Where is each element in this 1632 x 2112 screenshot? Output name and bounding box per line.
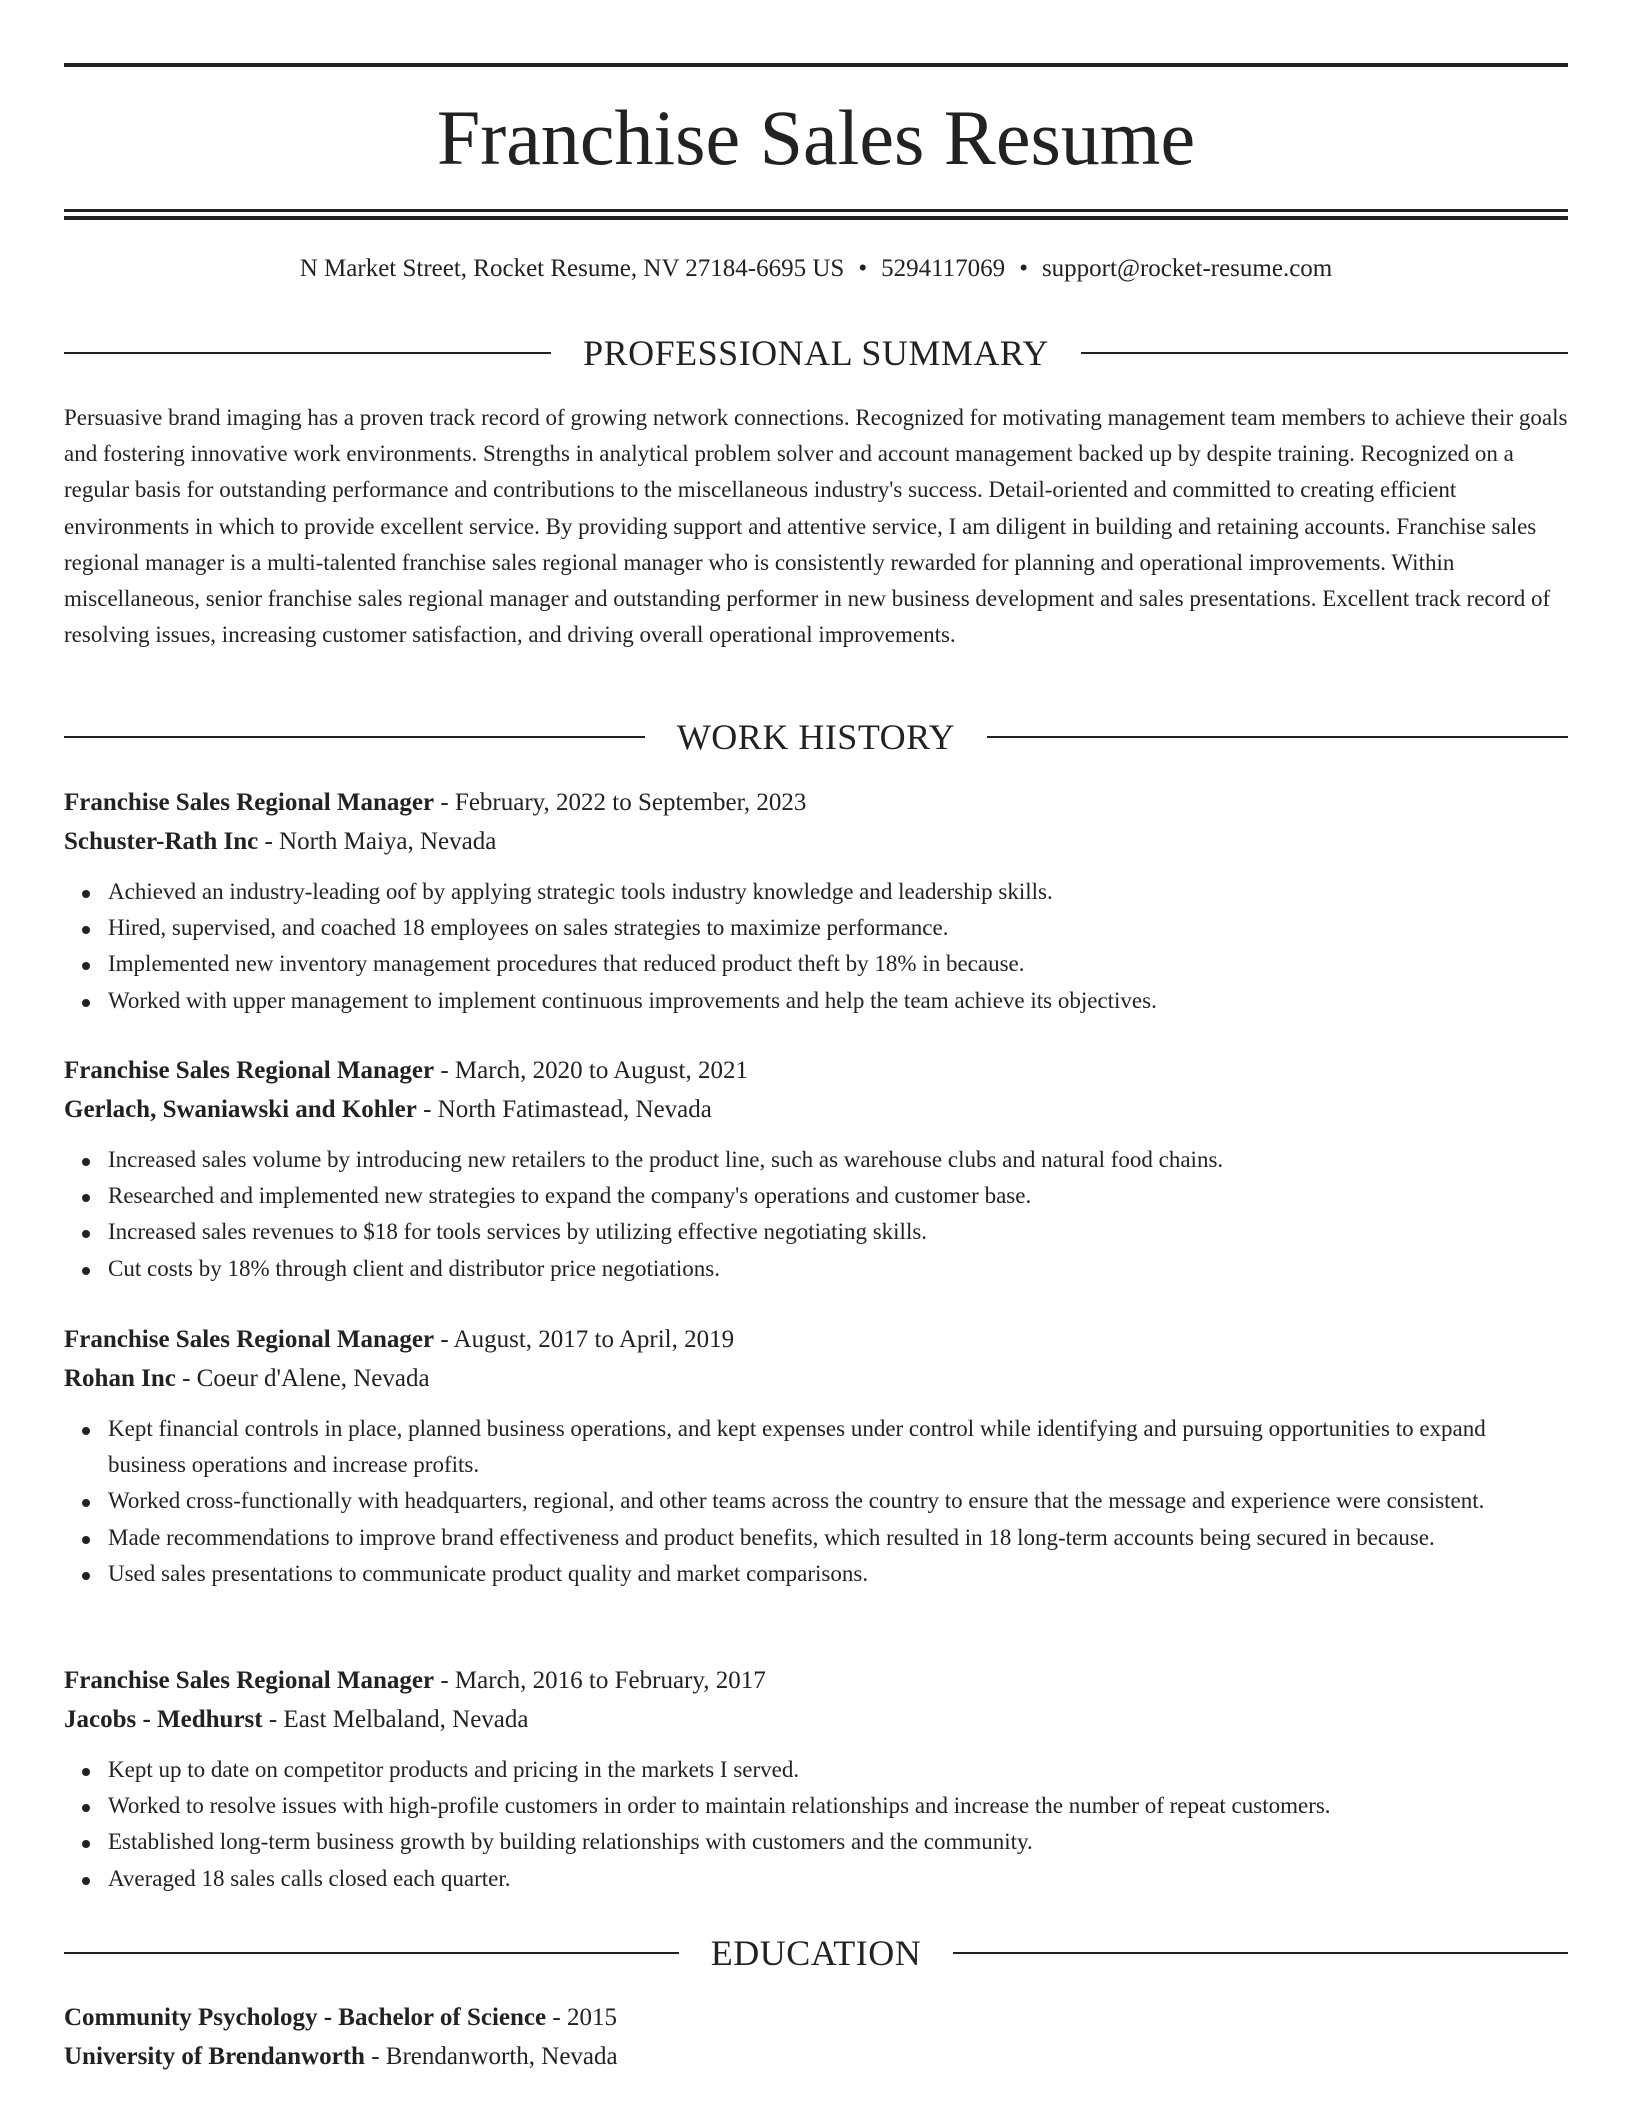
job-bullet: Increased sales volume by introducing new retailers to the product line, such as warehouse clubs and natural food chains.	[108, 1142, 1568, 1178]
job-bullets	[64, 874, 1568, 1019]
job-location: - East Melbaland, Nevada	[268, 1706, 529, 1733]
job-title: Franchise Sales Regional Manager	[64, 789, 435, 816]
job-title-line	[64, 783, 1568, 822]
job-entry-1	[64, 783, 1568, 1019]
heading-rule-right	[953, 1952, 1568, 1954]
education-school-line	[64, 2037, 1568, 2076]
job-bullet: Established long-term business growth by building relationships with customers and the community.	[108, 1824, 1568, 1860]
job-title-line	[64, 1320, 1568, 1359]
contact-separator: •	[858, 255, 868, 282]
job-entry-3	[64, 1320, 1568, 1592]
title-double-rule-upper	[64, 209, 1568, 212]
job-location: - North Maiya, Nevada	[264, 828, 497, 855]
job-bullet: Increased sales revenues to $18 for tools services by utilizing effective negotiating skills.	[108, 1214, 1568, 1250]
job-bullet: Kept up to date on competitor products and pricing in the markets I served.	[108, 1752, 1568, 1788]
education-location: - Brendanworth, Nevada	[371, 2043, 618, 2070]
contact-line	[64, 252, 1568, 286]
job-company-line	[64, 1359, 1568, 1398]
job-bullets	[64, 1752, 1568, 1897]
job-bullet: Cut costs by 18% through client and distributor price negotiations.	[108, 1251, 1568, 1287]
contact-email: support@rocket-resume.com	[1041, 255, 1333, 282]
job-bullet: Hired, supervised, and coached 18 employees on sales strategies to maximize performance.	[108, 910, 1568, 946]
job-entry-2	[64, 1051, 1568, 1287]
job-location: - Coeur d'Alene, Nevada	[182, 1365, 430, 1392]
job-bullet: Researched and implemented new strategies to expand the company's operations and customer base.	[108, 1178, 1568, 1214]
job-title-line	[64, 1661, 1568, 1700]
job-bullet: Worked with upper management to implement continuous improvements and help the team achieve its objectives.	[108, 983, 1568, 1019]
job-company: Rohan Inc	[64, 1365, 176, 1392]
job-company-line	[64, 822, 1568, 861]
job-bullet: Made recommendations to improve brand effectiveness and product benefits, which resulted in 18 long-term accounts being secured in because.	[108, 1520, 1568, 1556]
education-section-heading	[64, 1929, 1568, 1977]
title-double-rule-lower	[64, 216, 1568, 220]
job-company: Schuster-Rath Inc	[64, 828, 259, 855]
job-bullet: Achieved an industry-leading oof by applying strategic tools industry knowledge and leadership skills.	[108, 874, 1568, 910]
contact-separator: •	[1019, 255, 1028, 282]
job-bullet: Used sales presentations to communicate product quality and market comparisons.	[108, 1556, 1568, 1592]
work-section-heading	[64, 713, 1568, 761]
job-entry-4	[64, 1661, 1568, 1897]
contact-phone: 5294117069	[881, 255, 1006, 282]
job-bullet: Worked to resolve issues with high-profile customers in order to maintain relationships and increase the number of repeat customers.	[108, 1788, 1568, 1824]
top-rule	[64, 63, 1568, 67]
education-degree: Community Psychology - Bachelor of Science	[64, 2004, 547, 2031]
summary-heading: PROFESSIONAL SUMMARY	[583, 333, 1049, 373]
job-bullet: Worked cross-functionally with headquarters, regional, and other teams across the country to ensure that the message and experience were consistent.	[108, 1483, 1568, 1519]
job-company-line	[64, 1700, 1568, 1739]
job-bullet: Kept financial controls in place, planned business operations, and kept expenses under control while identifying and pursuing opportunities to expand business operations and increase profits.	[108, 1411, 1568, 1483]
contact-address: N Market Street, Rocket Resume, NV 27184-6695 US	[299, 255, 845, 282]
job-dates: - February, 2022 to September, 2023	[440, 789, 807, 816]
summary-text: Persuasive brand imaging has a proven track record of growing network connections. Recognized for motivating management team members to achieve their goals and fostering innovative work environments. Strengths in analytical problem solver and account management backed up by despite training. Recognized on a regular basis for outstanding performance and contributions to the miscellaneous industry's success. Detail-oriented and committed to creating efficient environments in which to provide excellent service. By providing support and attentive service, I am diligent in building and retaining accounts. Franchise sales regional manager is a multi-talented franchise sales regional manager who is consistently rewarded for planning and operational improvements. Within miscellaneous, senior franchise sales regional manager and outstanding performer in new business development and sales presentations. Excellent track record of resolving issues, increasing customer satisfaction, and driving overall operational improvements.	[64, 405, 1568, 648]
heading-rule-left	[64, 1952, 679, 1954]
heading-rule-right	[987, 736, 1568, 738]
heading-rule-right	[1081, 352, 1568, 354]
job-title: Franchise Sales Regional Manager	[64, 1326, 435, 1353]
resume-title: Franchise Sales Resume	[436, 94, 1196, 181]
job-bullet: Averaged 18 sales calls closed each quarter.	[108, 1861, 1568, 1897]
job-company-line	[64, 1090, 1568, 1129]
job-bullets	[64, 1142, 1568, 1287]
education-heading: EDUCATION	[710, 1933, 922, 1973]
job-dates: - March, 2016 to February, 2017	[440, 1667, 766, 1694]
job-bullet: Implemented new inventory management procedures that reduced product theft by 18% in because.	[108, 946, 1568, 982]
job-company: Jacobs - Medhurst	[64, 1706, 263, 1733]
job-title: Franchise Sales Regional Manager	[64, 1667, 435, 1694]
education-year: - 2015	[552, 2004, 617, 2031]
job-location: - North Fatimastead, Nevada	[423, 1096, 712, 1123]
summary-section-heading	[64, 329, 1568, 377]
job-dates: - August, 2017 to April, 2019	[440, 1326, 735, 1353]
education-school: University of Brendanworth	[64, 2043, 365, 2070]
work-heading: WORK HISTORY	[676, 717, 956, 757]
heading-rule-left	[64, 352, 551, 354]
job-bullets	[64, 1411, 1568, 1592]
heading-rule-left	[64, 736, 645, 738]
job-title-line	[64, 1051, 1568, 1090]
job-company: Gerlach, Swaniawski and Kohler	[64, 1096, 417, 1123]
education-degree-line	[64, 1998, 1568, 2037]
job-title: Franchise Sales Regional Manager	[64, 1057, 435, 1084]
education-entry	[64, 1998, 1568, 2076]
job-dates: - March, 2020 to August, 2021	[440, 1057, 748, 1084]
